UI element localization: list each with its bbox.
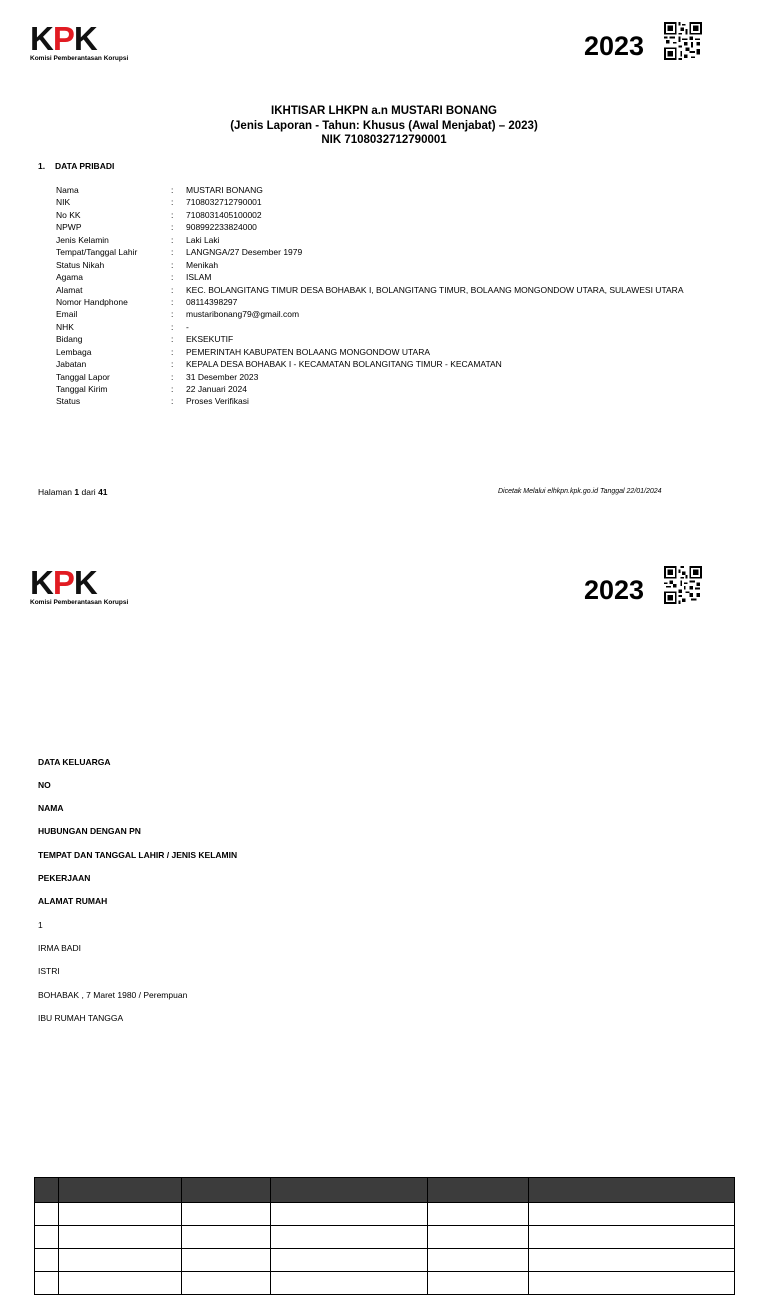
table-cell bbox=[35, 1272, 59, 1295]
table-cell bbox=[59, 1272, 182, 1295]
field-separator: : bbox=[171, 359, 174, 370]
field-separator: : bbox=[171, 185, 174, 195]
table-cell bbox=[428, 1226, 529, 1249]
kpk-logo bbox=[30, 20, 140, 62]
kpk-logo-tagline: Komisi Pemberantasan Korupsi bbox=[30, 55, 129, 62]
field-value: EKSEKUTIF bbox=[186, 334, 234, 345]
report-title-name: IKHTISAR LHKPN a.n MUSTARI BONANG bbox=[271, 105, 497, 117]
report-title-nik: NIK 7108032712790001 bbox=[321, 134, 447, 146]
kpk-logo-mark: KPK bbox=[30, 564, 97, 601]
field-value: 31 Desember 2023 bbox=[186, 371, 259, 382]
family-column-label: NAMA bbox=[38, 803, 64, 813]
field-value: mustaribonang79@gmail.com bbox=[186, 309, 300, 320]
table-cell bbox=[271, 1226, 428, 1249]
table-row bbox=[35, 1249, 735, 1272]
field-label: Nama bbox=[56, 185, 79, 195]
field-value: Menikah bbox=[186, 259, 219, 270]
table-header-cell bbox=[529, 1178, 735, 1203]
report-year: 2023 bbox=[584, 31, 645, 61]
field-value: KEC. BOLANGITANG TIMUR DESA BOHABAK I, BOLANGITANG TIMUR, BOLAANG MONGONDOW UTARA, SULAWESI UTARA bbox=[186, 284, 684, 295]
table-cell bbox=[529, 1272, 735, 1295]
field-label: Agama bbox=[56, 272, 83, 283]
field-label: Tanggal Lapor bbox=[56, 371, 110, 382]
table-cell bbox=[35, 1226, 59, 1249]
table-cell bbox=[529, 1249, 735, 1272]
qr-code-icon bbox=[664, 566, 702, 604]
field-separator: : bbox=[171, 346, 174, 357]
family-table bbox=[34, 1177, 735, 1295]
field-value: PEMERINTAH KABUPATEN BOLAANG MONGONDOW UTARA bbox=[186, 346, 431, 357]
table-cell bbox=[529, 1203, 735, 1226]
field-label: Bidang bbox=[56, 334, 83, 345]
field-label: Lembaga bbox=[56, 346, 92, 357]
kpk-logo-tagline: Komisi Pemberantasan Korupsi bbox=[30, 599, 129, 606]
field-separator: : bbox=[171, 247, 174, 258]
table-cell bbox=[428, 1272, 529, 1295]
page-number bbox=[38, 487, 108, 497]
kpk-logo bbox=[30, 564, 140, 606]
field-label: NIK bbox=[56, 197, 71, 208]
table-cell bbox=[182, 1272, 271, 1295]
family-entry-value: ISTRI bbox=[38, 966, 60, 976]
field-label: NPWP bbox=[56, 222, 82, 233]
table-cell bbox=[428, 1249, 529, 1272]
field-value: Laki Laki bbox=[186, 234, 220, 245]
family-column-label: HUBUNGAN DENGAN PN bbox=[38, 826, 141, 836]
print-notice: Dicetak Melalui elhkpn.kpk.go.id Tanggal 22/01/2024 bbox=[498, 488, 662, 495]
table-cell bbox=[182, 1203, 271, 1226]
field-value: 7108031405100002 bbox=[186, 209, 262, 220]
table-header-row bbox=[35, 1178, 735, 1203]
field-separator: : bbox=[171, 384, 174, 394]
table-header-cell bbox=[428, 1178, 529, 1203]
report-title-type: (Jenis Laporan - Tahun: Khusus (Awal Menjabat) – 2023) bbox=[230, 119, 538, 132]
table-cell bbox=[59, 1203, 182, 1226]
family-entry-value: IRMA BADI bbox=[38, 943, 81, 953]
field-separator: : bbox=[171, 209, 174, 220]
table-cell bbox=[59, 1226, 182, 1249]
field-separator: : bbox=[171, 197, 174, 208]
family-column-label: PEKERJAAN bbox=[38, 873, 91, 883]
page-1 bbox=[0, 0, 768, 512]
field-value: Proses Verifikasi bbox=[186, 396, 249, 407]
table-cell bbox=[271, 1272, 428, 1295]
family-heading: DATA KELUARGA bbox=[38, 757, 111, 767]
report-year: 2023 bbox=[584, 575, 645, 605]
field-label: Jabatan bbox=[56, 359, 87, 370]
field-separator: : bbox=[171, 234, 174, 245]
field-value: 22 Januari 2024 bbox=[186, 384, 247, 394]
table-header-cell bbox=[271, 1178, 428, 1203]
table-cell bbox=[35, 1203, 59, 1226]
field-value: MUSTARI BONANG bbox=[186, 185, 263, 195]
field-separator: : bbox=[171, 334, 174, 345]
field-separator: : bbox=[171, 272, 174, 283]
field-separator: : bbox=[171, 309, 174, 320]
field-label: Jenis Kelamin bbox=[56, 234, 109, 245]
field-label: Tempat/Tanggal Lahir bbox=[56, 247, 138, 258]
table-header-cell bbox=[59, 1178, 182, 1203]
field-value: 08114398297 bbox=[186, 296, 238, 307]
section-title: DATA PRIBADI bbox=[55, 161, 115, 171]
page-number-total: 41 bbox=[98, 487, 108, 497]
field-value: ISLAM bbox=[186, 272, 212, 283]
field-separator: : bbox=[171, 396, 174, 407]
field-value: 7108032712790001 bbox=[186, 197, 262, 208]
family-column-label: TEMPAT DAN TANGGAL LAHIR / JENIS KELAMIN bbox=[38, 850, 238, 860]
field-value: 908992233824000 bbox=[186, 222, 257, 233]
table-cell bbox=[428, 1203, 529, 1226]
section-number: 1. bbox=[38, 161, 46, 171]
field-label: Email bbox=[56, 309, 78, 320]
field-label: Status Nikah bbox=[56, 259, 105, 270]
table-cell bbox=[182, 1226, 271, 1249]
table-row bbox=[35, 1272, 735, 1295]
section-heading bbox=[38, 161, 114, 171]
field-separator: : bbox=[171, 371, 174, 382]
field-separator: : bbox=[171, 284, 174, 295]
page-2 bbox=[0, 544, 768, 1024]
table-header-cell bbox=[35, 1178, 59, 1203]
table-header-cell bbox=[182, 1178, 271, 1203]
field-label: No KK bbox=[56, 209, 81, 220]
field-separator: : bbox=[171, 259, 174, 270]
table-cell bbox=[529, 1226, 735, 1249]
page-number-mid: dari bbox=[81, 487, 96, 497]
report-title bbox=[0, 104, 768, 148]
table-cell bbox=[271, 1203, 428, 1226]
field-label: Status bbox=[56, 396, 81, 407]
field-separator: : bbox=[171, 222, 174, 233]
table-row bbox=[35, 1226, 735, 1249]
field-value: KEPALA DESA BOHABAK I - KECAMATAN BOLANGITANG TIMUR - KECAMATAN bbox=[186, 359, 502, 370]
field-label: NHK bbox=[56, 321, 74, 332]
family-entry-value: BOHABAK , 7 Maret 1980 / Perempuan bbox=[38, 990, 188, 1000]
family-entry-value: 1 bbox=[38, 920, 43, 930]
family-column-label: NO bbox=[38, 780, 51, 790]
page-number-prefix: Halaman bbox=[38, 487, 73, 497]
table-cell bbox=[271, 1249, 428, 1272]
page-number-current: 1 bbox=[74, 487, 80, 497]
family-entry-value: IBU RUMAH TANGGA bbox=[38, 1013, 124, 1023]
field-value: LANGNGA/27 Desember 1979 bbox=[186, 247, 303, 258]
field-separator: : bbox=[171, 296, 174, 307]
table-cell bbox=[182, 1249, 271, 1272]
kpk-logo-mark: KPK bbox=[30, 20, 97, 57]
family-column-label: ALAMAT RUMAH bbox=[38, 896, 108, 906]
field-label: Alamat bbox=[56, 284, 83, 295]
table-cell bbox=[35, 1249, 59, 1272]
table-cell bbox=[59, 1249, 182, 1272]
field-label: Tanggal Kirim bbox=[56, 384, 108, 394]
table-row bbox=[35, 1203, 735, 1226]
qr-code-icon bbox=[664, 22, 702, 60]
field-value: - bbox=[186, 321, 189, 332]
field-label: Nomor Handphone bbox=[56, 296, 128, 307]
field-separator: : bbox=[171, 321, 174, 332]
